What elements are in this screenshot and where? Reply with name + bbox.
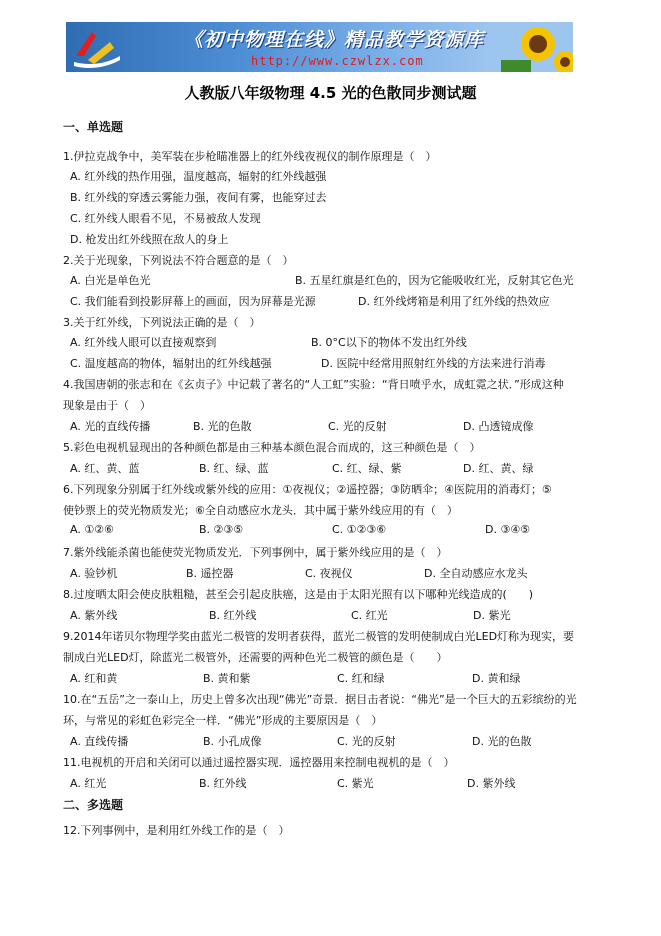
q7-option-a: A. 验钞机 <box>70 567 118 580</box>
q3-option-d: D. 医院中经常用照射红外线的方法来进行消毒 <box>321 357 546 370</box>
q8-option-d: D. 紫光 <box>473 609 511 622</box>
q1-option-c: C. 红外线人眼看不见，不易被敌人发现 <box>70 212 261 225</box>
question-2-stem: 2.关于光现象，下列说法不符合题意的是（ ） <box>63 254 294 267</box>
q7-option-d: D. 全自动感应水龙头 <box>424 567 528 580</box>
q2-option-b: B. 五星红旗是红色的，因为它能吸收红光，反射其它色光 <box>295 274 574 287</box>
q4-option-b: B. 光的色散 <box>193 420 252 433</box>
q8-option-a: A. 紫外线 <box>70 609 118 622</box>
page-title: 人教版八年级物理 4.5 光的色散同步测试题 <box>184 84 477 102</box>
question-1-stem: 1.伊拉克战争中，美军装在步枪瞄准器上的红外线夜视仪的制作原理是（ ） <box>63 150 437 163</box>
site-logo <box>70 26 124 68</box>
q2-option-d: D. 红外线烤箱是利用了红外线的热效应 <box>358 295 550 308</box>
q6-option-a: A. ①②⑥ <box>70 523 114 536</box>
q9-option-d: D. 黄和绿 <box>472 672 521 685</box>
banner-url[interactable]: http://www.czwlzx.com <box>251 54 424 68</box>
question-3-stem: 3.关于红外线，下列说法正确的是（ ） <box>63 316 261 329</box>
q11-option-d: D. 紫外线 <box>467 777 516 790</box>
q11-option-b: B. 红外线 <box>199 777 247 790</box>
question-8-stem: 8.过度晒太阳会使皮肤粗糙，甚至会引起皮肤癌，这是由于太阳光照有以下哪种光线造成的( ) <box>63 588 534 601</box>
question-9-stem-line2: 制成白光LED灯，除蓝光二极管外，还需要的两种色光二极管的颜色是（ ） <box>63 651 448 664</box>
q8-option-b: B. 红外线 <box>209 609 257 622</box>
question-4-stem-line2: 现象是由于（ ） <box>63 399 151 412</box>
q9-option-a: A. 红和黄 <box>70 672 118 685</box>
q5-option-b: B. 红、绿、蓝 <box>199 462 269 475</box>
q2-option-c: C. 我们能看到投影屏幕上的画面，因为屏幕是光源 <box>70 295 316 308</box>
q9-option-b: B. 黄和紫 <box>203 672 251 685</box>
section-heading-single: 一、单选题 <box>63 120 124 134</box>
section-heading-multi: 二、多选题 <box>63 798 124 812</box>
question-6-stem-line2: 使钞票上的荧光物质发光；⑥全自动感应水龙头．其中属于紫外线应用的有（ ） <box>63 504 458 517</box>
q6-option-c: C. ①②③⑥ <box>332 523 387 536</box>
question-4-stem-line1: 4.我国唐朝的张志和在《玄贞子》中记载了著名的“人工虹”实验：“背日喷乎水，成虹霓之状．”形成这种 <box>63 378 564 391</box>
q9-option-c: C. 红和绿 <box>337 672 385 685</box>
q11-option-c: C. 紫光 <box>337 777 374 790</box>
question-7-stem: 7.紫外线能杀菌也能使荧光物质发光．下列事例中，属于紫外线应用的是（ ） <box>63 546 448 559</box>
header-banner <box>66 22 573 72</box>
question-10-stem-line1: 10.在“五岳”之一泰山上，历史上曾多次出现“佛光”奇景．据目击者说：“佛光”是一个巨大的五彩缤纷的光 <box>63 693 577 706</box>
q10-option-d: D. 光的色散 <box>472 735 532 748</box>
question-6-stem-line1: 6.下列现象分别属于红外线或紫外线的应用：①夜视仪；②遥控器；③防晒伞；④医院用的消毒灯；⑤ <box>63 483 552 496</box>
question-12-stem: 12.下列事例中，是利用红外线工作的是（ ） <box>63 824 290 837</box>
q1-option-d: D. 枪发出红外线照在敌人的身上 <box>70 233 229 246</box>
q3-option-a: A. 红外线人眼可以直接观察到 <box>70 336 217 349</box>
q7-option-b: B. 遥控器 <box>186 567 234 580</box>
q7-option-c: C. 夜视仪 <box>305 567 353 580</box>
q4-option-d: D. 凸透镜成像 <box>463 420 534 433</box>
q2-option-a: A. 白光是单色光 <box>70 274 151 287</box>
q8-option-c: C. 红光 <box>351 609 388 622</box>
q4-option-c: C. 光的反射 <box>328 420 387 433</box>
q11-option-a: A. 红光 <box>70 777 107 790</box>
q3-option-b: B. 0°C以下的物体不发出红外线 <box>311 336 467 349</box>
q1-option-a: A. 红外线的热作用强，温度越高，辐射的红外线越强 <box>70 170 327 183</box>
q5-option-c: C. 红、绿、紫 <box>332 462 402 475</box>
question-5-stem: 5.彩色电视机显现出的各种颜色都是由三种基本颜色混合而成的，这三种颜色是（ ） <box>63 441 481 454</box>
banner-title: 《初中物理在线》精品教学资源库 <box>184 29 485 51</box>
question-10-stem-line2: 环，与常见的彩虹色彩完全一样．“佛光”形成的主要原因是（ ） <box>63 714 383 727</box>
q5-option-a: A. 红、黄、蓝 <box>70 462 140 475</box>
q5-option-d: D. 红、黄、绿 <box>463 462 534 475</box>
q6-option-b: B. ②③⑤ <box>199 523 244 536</box>
q1-option-b: B. 红外线的穿透云雾能力强，夜间有雾，也能穿过去 <box>70 191 327 204</box>
q10-option-b: B. 小孔成像 <box>203 735 262 748</box>
q6-option-d: D. ③④⑤ <box>485 523 531 536</box>
question-9-stem-line1: 9.2014年诺贝尔物理学奖由蓝光二极管的发明者获得，蓝光二极管的发明使制成白光LED灯称为现实，要 <box>63 630 575 643</box>
sunflower-icon <box>493 22 573 72</box>
q10-option-c: C. 光的反射 <box>337 735 396 748</box>
q3-option-c: C. 温度越高的物体，辐射出的红外线越强 <box>70 357 272 370</box>
question-11-stem: 11.电视机的开启和关闭可以通过遥控器实现．遥控器用来控制电视机的是（ ） <box>63 756 455 769</box>
q4-option-a: A. 光的直线传播 <box>70 420 151 433</box>
q10-option-a: A. 直线传播 <box>70 735 129 748</box>
